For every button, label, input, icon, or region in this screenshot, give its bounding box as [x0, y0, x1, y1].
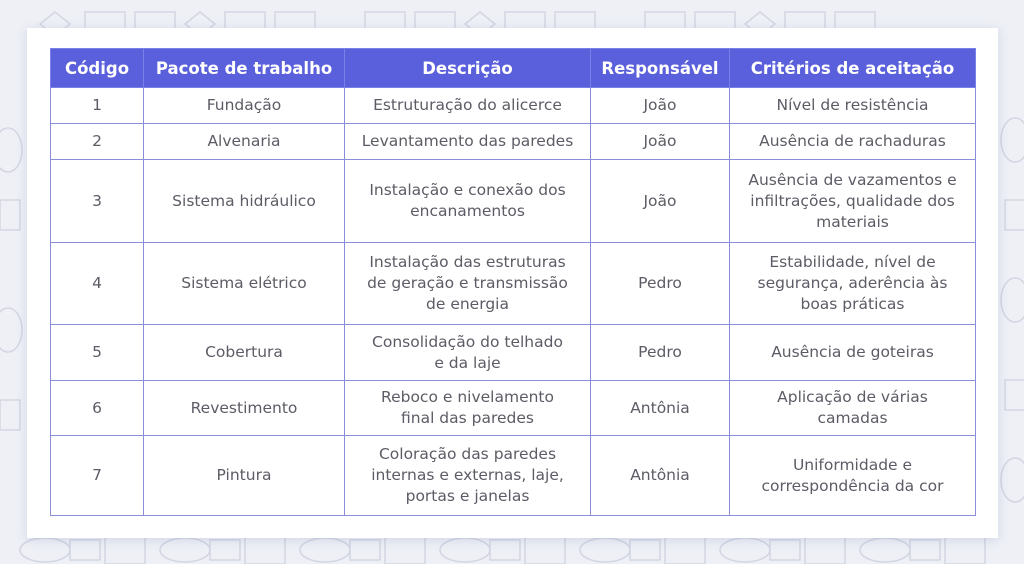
cell-descricao — [345, 124, 591, 160]
text-line: Reboco e nivelamento — [381, 388, 554, 406]
header-criterios: Critérios de aceitação — [730, 49, 976, 88]
cell-criterios — [730, 160, 976, 243]
text-line: infiltrações, qualidade dos — [750, 191, 955, 210]
header-descricao: Descrição — [345, 49, 591, 88]
cell-descricao — [345, 381, 591, 436]
text-line: Instalação das estruturas — [369, 253, 566, 271]
text-line: Estruturação do alicerce — [373, 96, 562, 114]
text-line: Aplicação de várias — [777, 388, 928, 406]
text-line: encanamentos — [410, 202, 525, 220]
cell-pacote: Revestimento — [144, 381, 345, 436]
text-line: correspondência da cor — [761, 476, 944, 495]
text-line: Uniformidade e — [792, 455, 913, 474]
text-line: Nível de resistência — [776, 96, 929, 114]
text-line: Ausência de goteiras — [771, 343, 934, 361]
cell-codigo: 3 — [51, 160, 144, 243]
cell-pacote: Sistema hidráulico — [144, 160, 345, 243]
text-line: Ausência de vazamentos e — [748, 170, 957, 189]
cell-codigo: 7 — [51, 436, 144, 516]
cell-codigo: 6 — [51, 381, 144, 436]
table-row — [51, 436, 976, 516]
cell-codigo: 2 — [51, 124, 144, 160]
cell-codigo: 4 — [51, 243, 144, 325]
table-row — [51, 243, 976, 325]
text-line: de energia — [426, 295, 509, 313]
cell-pacote: Pintura — [144, 436, 345, 516]
text-line: Levantamento das paredes — [361, 132, 574, 150]
cell-descricao — [345, 88, 591, 124]
cell-descricao — [345, 160, 591, 243]
text-line: Estabilidade, nível de — [769, 253, 936, 271]
cell-pacote: Fundação — [144, 88, 345, 124]
table-row — [51, 124, 976, 160]
cell-responsavel: João — [591, 160, 730, 243]
cell-pacote: Sistema elétrico — [144, 243, 345, 325]
cell-criterios — [730, 325, 976, 381]
text-line: internas e externas, laje, — [371, 466, 564, 484]
text-line: e da laje — [434, 353, 501, 372]
cell-descricao — [345, 436, 591, 516]
work-packages-table — [50, 48, 976, 516]
cell-responsavel: Pedro — [591, 243, 730, 325]
cell-responsavel: Pedro — [591, 325, 730, 381]
cell-responsavel: João — [591, 88, 730, 124]
text-line: Consolidação do telhado — [372, 332, 563, 351]
text-line: segurança, aderência às — [757, 274, 948, 292]
table-card — [27, 28, 998, 538]
cell-criterios — [730, 436, 976, 516]
table-row — [51, 160, 976, 243]
table-row — [51, 88, 976, 124]
text-line: Coloração das paredes — [378, 445, 557, 463]
cell-codigo: 1 — [51, 88, 144, 124]
text-line: Instalação e conexão dos — [369, 181, 566, 199]
cell-responsavel: João — [591, 124, 730, 160]
cell-criterios — [730, 381, 976, 436]
header-codigo: Código — [51, 49, 144, 88]
cell-criterios — [730, 88, 976, 124]
table-row — [51, 325, 976, 381]
text-line: final das paredes — [400, 409, 534, 427]
text-line: camadas — [817, 409, 888, 427]
text-line: boas práticas — [800, 295, 905, 313]
cell-criterios — [730, 124, 976, 160]
cell-descricao — [345, 325, 591, 381]
cell-responsavel: Antônia — [591, 436, 730, 516]
table-row — [51, 381, 976, 436]
text-line: Ausência de rachaduras — [759, 132, 946, 150]
text-line: materiais — [816, 212, 889, 231]
header-pacote: Pacote de trabalho — [144, 49, 345, 88]
header-responsavel: Responsável — [591, 49, 730, 88]
table-header-row — [51, 49, 976, 88]
cell-criterios — [730, 243, 976, 325]
cell-pacote: Cobertura — [144, 325, 345, 381]
cell-pacote: Alvenaria — [144, 124, 345, 160]
text-line: portas e janelas — [405, 487, 530, 505]
cell-descricao — [345, 243, 591, 325]
cell-responsavel: Antônia — [591, 381, 730, 436]
text-line: de geração e transmissão — [367, 274, 568, 292]
cell-codigo: 5 — [51, 325, 144, 381]
